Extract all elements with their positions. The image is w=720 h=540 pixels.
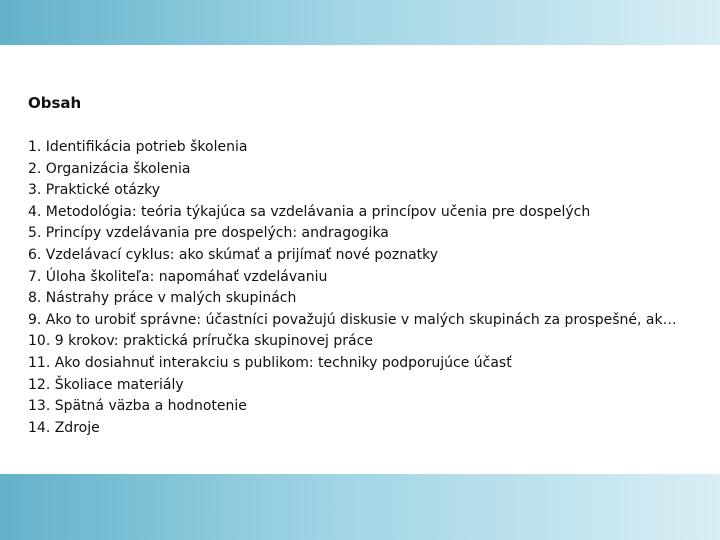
toc-item: 11. Ako dosiahnuť interakciu s publikom: techniky podporujúce účasť [28, 354, 512, 371]
toc-item: 12. Školiace materiály [28, 376, 184, 393]
slide-content [28, 93, 708, 436]
toc-item: 6. Vzdelávací cyklus: ako skúmať a prijímať nové poznatky [28, 246, 439, 263]
toc-item: 3. Praktické otázky [28, 182, 161, 199]
toc-item: 1. Identifikácia potrieb školenia [28, 139, 248, 155]
toc-item: 9. Ako to urobiť správne: účastníci považujú diskusie v malých skupinách za prospešné, ak… [28, 311, 677, 328]
page-title: Obsah [28, 94, 82, 112]
toc-item: 7. Úloha školiteľa: napomáhať vzdelávaniu [28, 268, 328, 285]
toc-item: 14. Zdroje [28, 419, 100, 436]
header-band [0, 0, 720, 45]
toc-item: 10. 9 krokov: praktická príručka skupinovej práce [28, 333, 373, 350]
toc-item: 2. Organizácia školenia [28, 160, 191, 177]
toc-item: 13. Spätná väzba a hodnotenie [28, 398, 247, 415]
footer-band [0, 474, 720, 540]
toc-item: 8. Nástrahy práce v malých skupinách [28, 290, 297, 307]
table-of-contents [28, 137, 700, 439]
toc-item: 4. Metodológia: teória týkajúca sa vzdelávania a princípov učenia pre dospelých [28, 203, 591, 220]
toc-item: 5. Princípy vzdelávania pre dospelých: andragogika [28, 225, 389, 242]
